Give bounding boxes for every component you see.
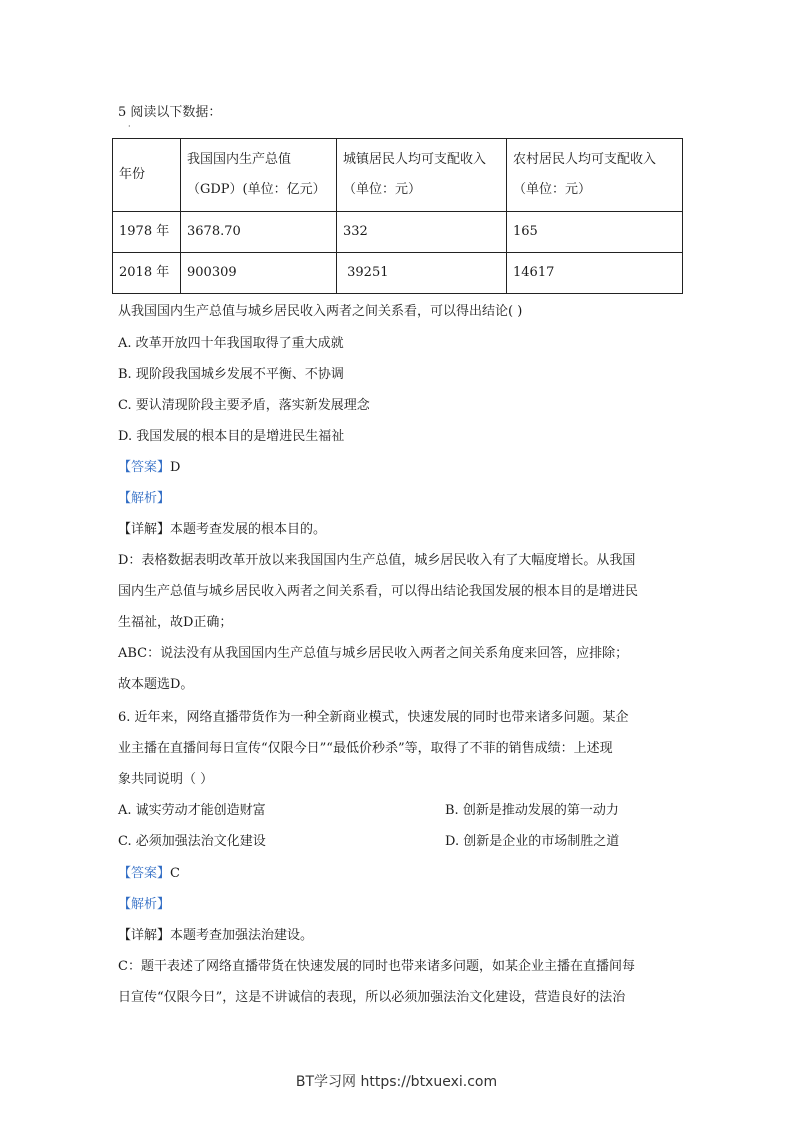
answer-line [118,460,180,476]
analysis-label: 【解析】 [118,491,171,506]
table-header-row [113,139,683,212]
option-a: A. 改革开放四十年我国取得了重大成就 [118,336,344,351]
detail-line [118,522,326,538]
option-a: A. 诚实劳动才能创造财富 [118,803,266,818]
table-row [113,253,683,294]
cell-year: 1978 年 [113,212,181,253]
header-urban-income: 城镇居民人均可支配收入 （单位：元） [337,139,507,212]
explanation-line: 日宣传“仅限今日”，这是不讲诚信的表现，所以必须加强法治文化建设，营造良好的法治 [118,990,626,1005]
explanation-line: 故本题选D。 [118,677,194,692]
cell-rural: 14617 [507,253,683,294]
page-footer-watermark: BT学习网 https://btxuexi.com [295,1074,498,1090]
header-gdp: 我国国内生产总值 （GDP）(单位：亿元） [181,139,337,212]
option-c: C. 要认清现阶段主要矛盾，落实新发展理念 [118,398,370,413]
option-c: C. 必须加强法治文化建设 [118,834,266,849]
explanation-line: C：题干表述了网络直播带货在快速发展的同时也带来诸多问题，如某企业主播在直播间每 [118,959,635,974]
option-d: D. 我国发展的根本目的是增进民生福祉 [118,429,345,444]
option-b: B. 创新是推动发展的第一动力 [445,803,619,818]
answer-value: C [170,866,180,881]
detail-text: 本题考查发展的根本目的。 [170,522,327,537]
explanation-line: 国内生产总值与城乡居民收入两者之间关系看，可以得出结论我国发展的根本目的是增进民 [118,584,639,599]
detail-label: 【详解】 [118,522,171,537]
cell-year: 2018 年 [113,253,181,294]
explanation-line: ABC：说法没有从我国国内生产总值与城乡居民收入两者之间关系角度来回答，应排除； [118,646,629,661]
option-d: D. 创新是企业的市场制胜之道 [445,834,620,849]
header-rural-income: 农村居民人均可支配收入 （单位：元） [507,139,683,212]
cell-gdp: 900309 [181,253,337,294]
small-dot: · [128,122,131,131]
cell-urban: 39251 [337,253,507,294]
answer-value: D [170,460,181,475]
question-6-line: 象共同说明（ ） [118,772,214,787]
answer-label: 【答案】 [118,460,171,475]
data-table [112,138,683,294]
detail-text: 本题考查加强法治建设。 [170,928,314,943]
detail-line [118,928,313,944]
detail-label: 【详解】 [118,928,171,943]
question-6-line: 业主播在直播间每日宣传“仅限今日”“最低价秒杀”等，取得了不菲的销售成绩：上述现 [118,741,613,756]
answer-line [118,866,180,882]
header-year: 年份 [113,139,181,212]
explanation-line: D：表格数据表明改革开放以来我国国内生产总值，城乡居民收入有了大幅度增长。从我国 [118,553,636,568]
analysis-label: 【解析】 [118,897,171,912]
question-6-line: 6. 近年来，网络直播带货作为一种全新商业模式，快速发展的同时也带来诸多问题。某企 [118,710,629,725]
cell-urban: 332 [337,212,507,253]
answer-label: 【答案】 [118,866,171,881]
option-b: B. 现阶段我国城乡发展不平衡、不协调 [118,367,344,382]
question-5-title: 5 阅读以下数据： [118,105,222,120]
table-row [113,212,683,253]
cell-gdp: 3678.70 [181,212,337,253]
explanation-line: 生福祉，故D正确； [118,615,233,630]
question-5-stem: 从我国国内生产总值与城乡居民收入两者之间关系看，可以得出结论( ) [118,304,523,319]
cell-rural: 165 [507,212,683,253]
